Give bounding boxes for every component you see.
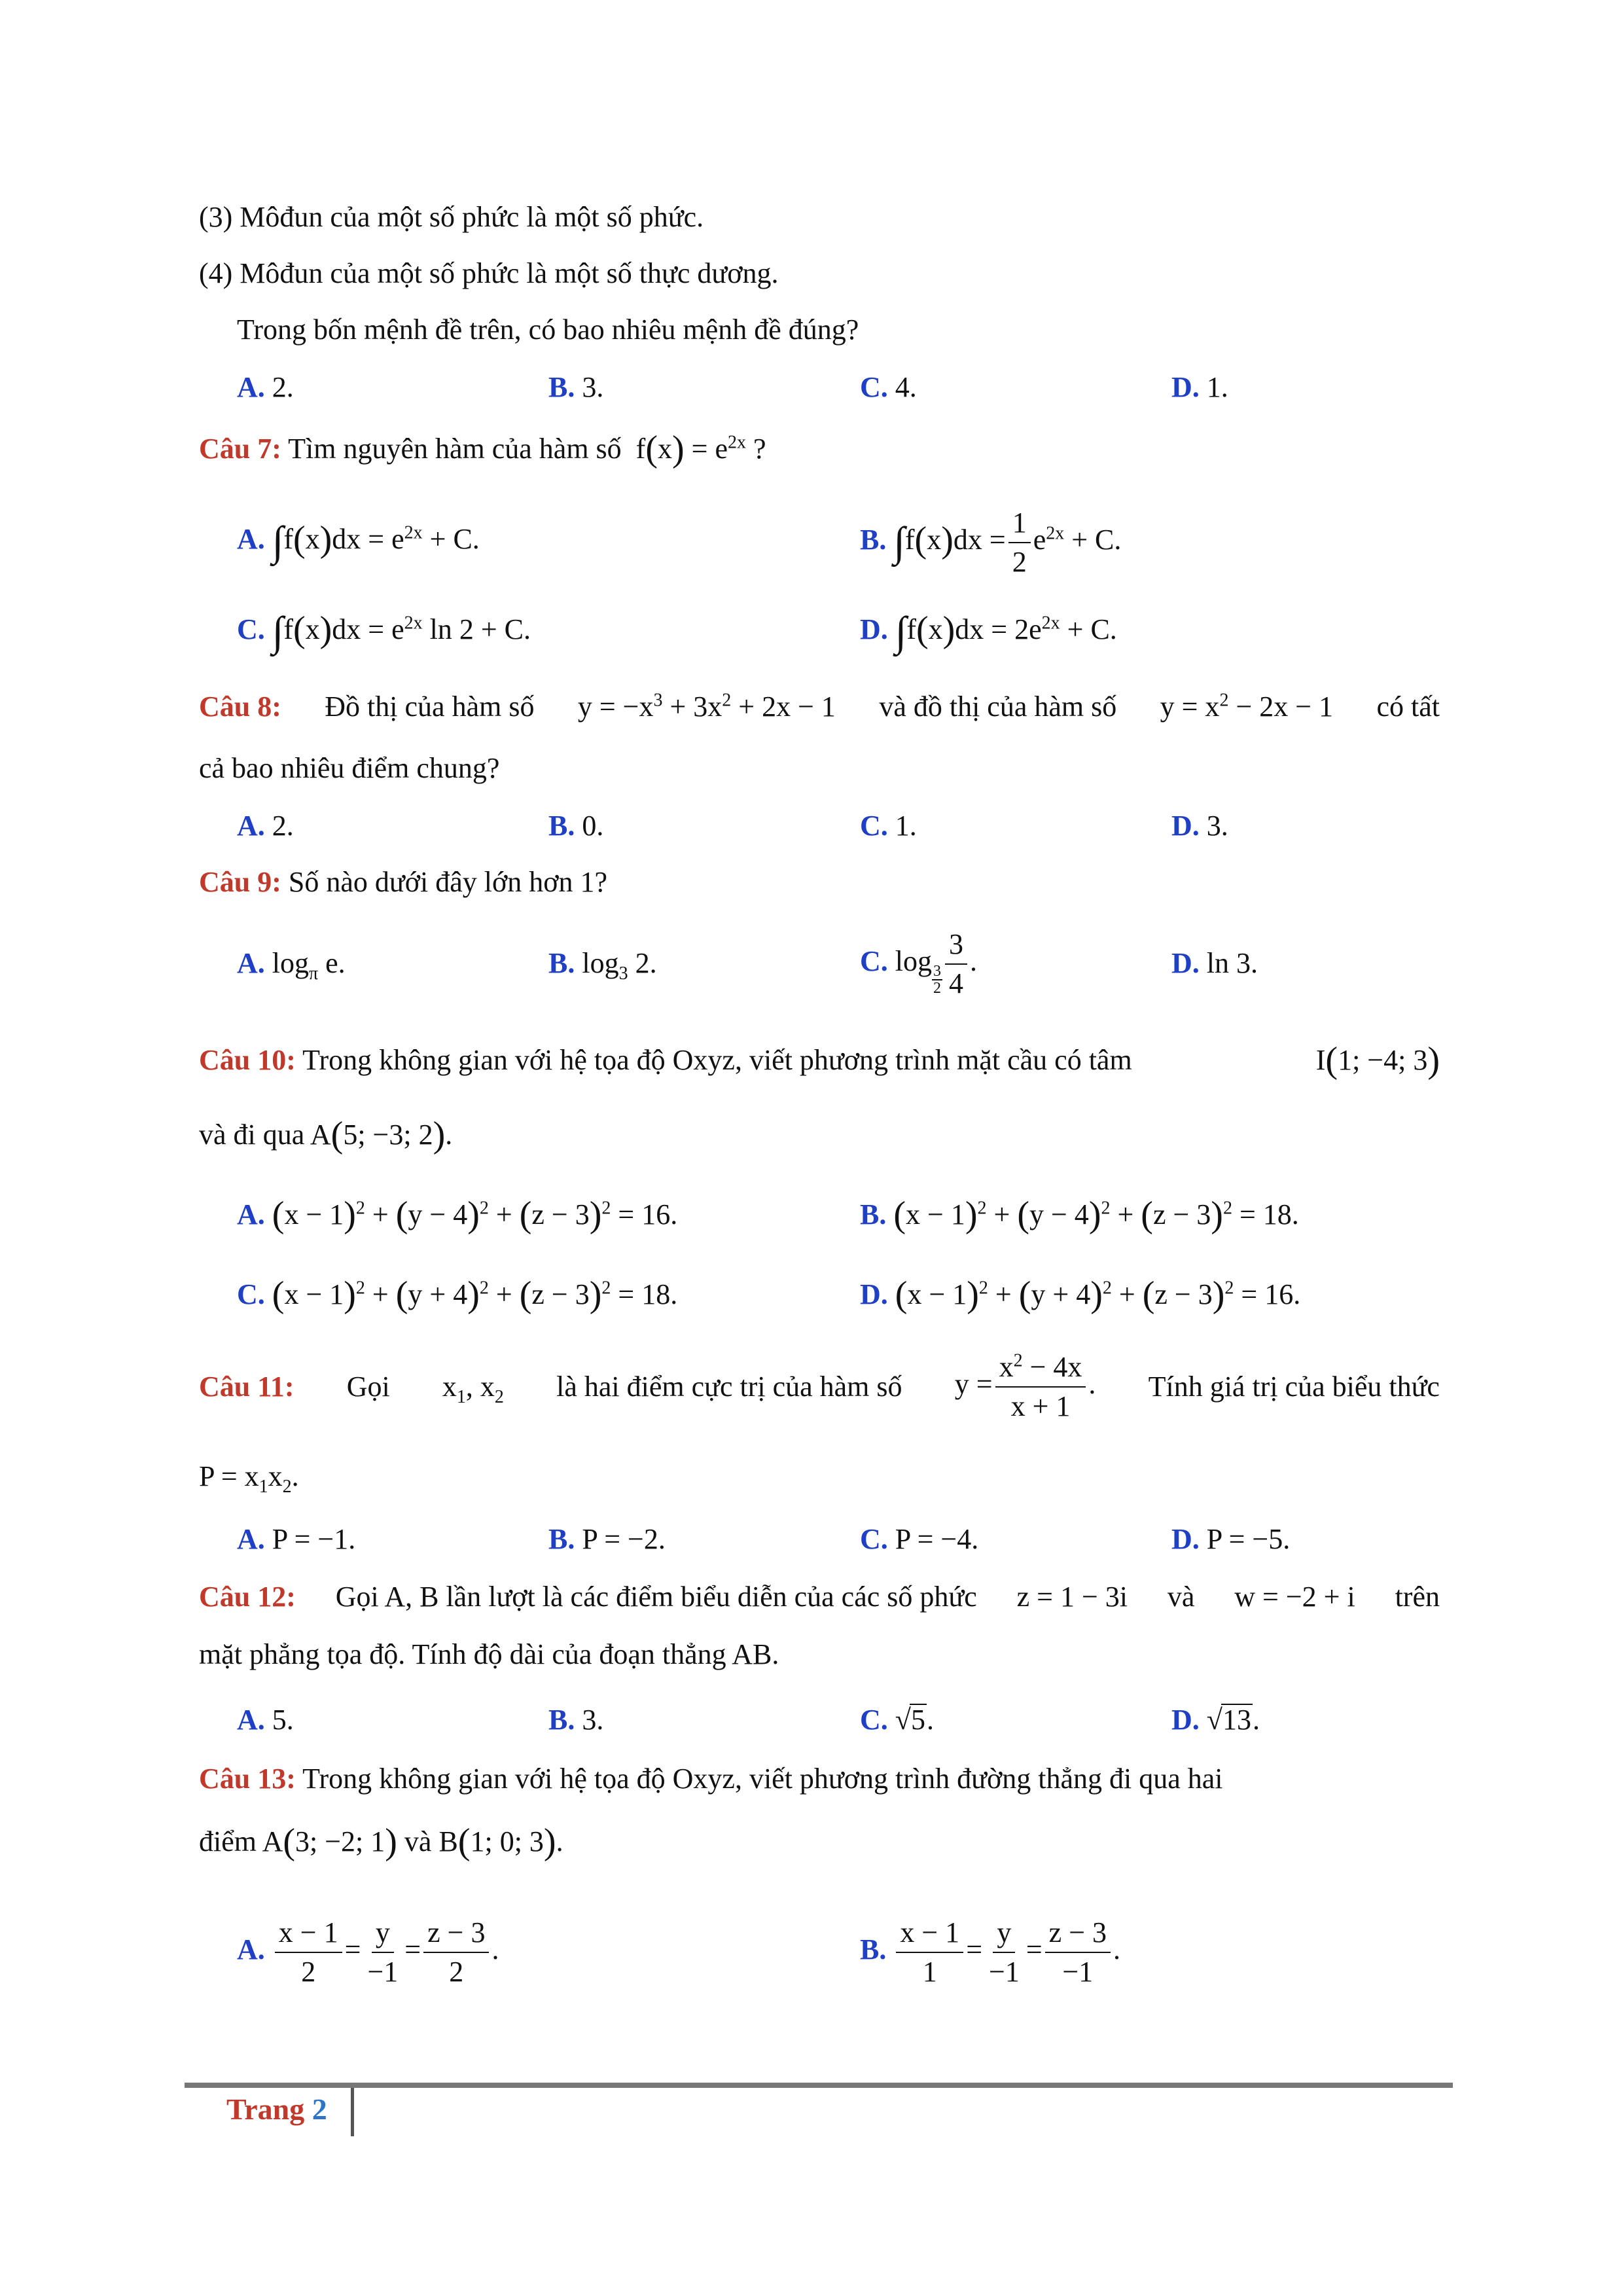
q6-option-d[interactable]: D. 1. — [1171, 371, 1228, 403]
q13-stem: Câu 13: Trong không gian với hệ tọa độ Oxyz, viết phương trình đường thẳng đi qua hai — [199, 1763, 1223, 1795]
q7-option-a[interactable]: A. $\int f(x)dx = e^{2x} + C$. — [237, 518, 480, 564]
q10-option-a[interactable]: A. $(x - 1)^2 + (y - 4)^2 + (z - 3)^2 = 16$. — [237, 1194, 678, 1235]
q13-option-a[interactable]: A. $\frac{x - 1}{2}$ = $\frac{y}{-1}$ = $\frac{z - 3}{2}$ . — [237, 1914, 499, 1991]
q10-stem-cont: và đi qua A(5; −3; 2). — [199, 1115, 453, 1155]
q11-option-a[interactable]: A. P = −1. — [237, 1523, 356, 1555]
q6-option-a[interactable]: A. 2. — [237, 371, 294, 403]
q13-stem-cont: điểm A(3; −2; 1) và B(1; 0; 3). — [199, 1821, 563, 1862]
q7-option-b[interactable]: B. ∫f(x)dx = $\frac{1}{2}$ $e^{2x} + C$. — [860, 504, 1121, 581]
q7-stem: Câu 7: Tìm nguyên hàm của hàm số $f(x) = e^{2x}$ ? — [199, 429, 766, 469]
q10-option-b[interactable]: B. $(x - 1)^2 + (y - 4)^2 + (z - 3)^2 = 18$. — [860, 1194, 1299, 1235]
q9-option-b[interactable]: B. $\log_3 2$. — [548, 947, 657, 984]
q11-option-b[interactable]: B. P = −2. — [548, 1523, 666, 1555]
q8-option-c[interactable]: C. 1. — [860, 810, 917, 842]
q10-option-c[interactable]: C. $(x - 1)^2 + (y + 4)^2 + (z - 3)^2 = 18$. — [237, 1274, 678, 1315]
question-prompt: Trong bốn mệnh đề trên, có bao nhiêu mệnh đề đúng? — [237, 314, 859, 346]
q8-option-b[interactable]: B. 0. — [548, 810, 604, 842]
q9-option-c[interactable]: C. log $_{\frac{3}{2}}$ $\frac{3}{4}$ . — [860, 925, 977, 1003]
q10-stem: Câu 10: Trong không gian với hệ tọa độ Oxyz, viết phương trình mặt cầu có tâm I(1; −4; 3) — [199, 1040, 1440, 1081]
q7-option-c[interactable]: C. $\int f(x)dx = e^{2x}$ ln 2 + C. — [237, 608, 531, 655]
q9-stem: Câu 9: Số nào dưới đây lớn hơn 1? — [199, 866, 608, 898]
page-number: Trang 2 — [226, 2092, 327, 2126]
q6-option-b[interactable]: B. 3. — [548, 371, 604, 403]
q7-option-d[interactable]: D. $\int f(x)dx = 2e^{2x} + C$. — [860, 608, 1117, 655]
statement-3: (3) Môđun của một số phức là một số phức. — [199, 201, 704, 233]
q8-stem-cont: cả bao nhiêu điểm chung? — [199, 752, 500, 784]
q11-expression: $P = x_1x_2$. — [199, 1460, 299, 1497]
q12-stem: Câu 12: Gọi A, B lần lượt là các điểm biểu diễn của các số phức z = 1 − 3i và w = −2 + i trên — [199, 1581, 1440, 1613]
q8-option-a[interactable]: A. 2. — [237, 810, 294, 842]
q12-option-d[interactable]: D. √13. — [1171, 1704, 1260, 1736]
statement-4: (4) Môđun của một số phức là một số thực dương. — [199, 257, 779, 289]
q11-option-d[interactable]: D. P = −5. — [1171, 1523, 1291, 1555]
q8-option-d[interactable]: D. 3. — [1171, 810, 1228, 842]
q11-stem: Câu 11: Gọi $x_1$, $x_2$ là hai điểm cực trị của hàm số y = $\frac{x^2 - 4x}{x + 1}$ . Tính giá trị của biểu thức — [199, 1348, 1440, 1426]
q10-option-d[interactable]: D. $(x - 1)^2 + (y + 4)^2 + (z - 3)^2 = 16$. — [860, 1274, 1301, 1315]
q12-option-a[interactable]: A. 5. — [237, 1704, 294, 1736]
footer-divider — [351, 2088, 354, 2136]
q11-option-c[interactable]: C. P = −4. — [860, 1523, 979, 1555]
q12-option-c[interactable]: C. √5. — [860, 1704, 934, 1736]
q9-option-d[interactable]: D. ln 3. — [1171, 947, 1258, 979]
footer-rule — [185, 2083, 1453, 2088]
q12-option-b[interactable]: B. 3. — [548, 1704, 604, 1736]
q9-option-a[interactable]: A. $\log_\pi e$. — [237, 947, 346, 984]
q8-stem: Câu 8: Đồ thị của hàm số $y = -x^3 + 3x^2 + 2x - 1$ và đồ thị của hàm số $y = x^2 - 2x - 1$ có tất — [199, 690, 1440, 723]
q13-option-b[interactable]: B. $\frac{x - 1}{1}$ = $\frac{y}{-1}$ = $\frac{z - 3}{-1}$ . — [860, 1914, 1120, 1991]
q12-stem-cont: mặt phẳng tọa độ. Tính độ dài của đoạn thẳng AB. — [199, 1638, 779, 1670]
q6-option-c[interactable]: C. 4. — [860, 371, 917, 403]
